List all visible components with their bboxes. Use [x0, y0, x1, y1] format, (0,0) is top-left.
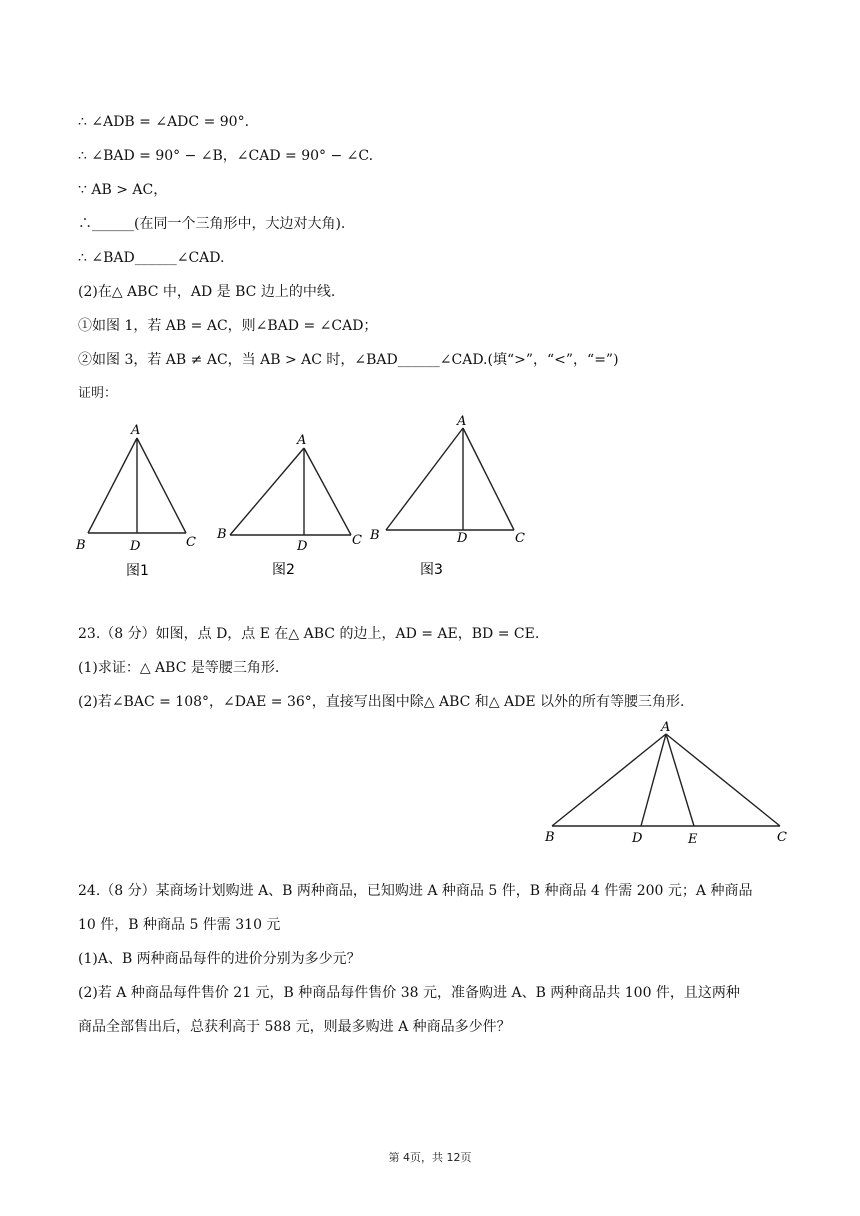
- line-4: ∴______(在同一个三角形中，大边对大角).: [78, 216, 346, 232]
- q24-part1: (1)A、B 两种商品每件的进价分别为多少元？: [78, 951, 361, 967]
- q24-part2b: 商品全部售出后，总获利高于 588 元，则最多购进 A 种商品多少件？: [78, 1019, 511, 1035]
- label-A: A: [661, 720, 671, 735]
- line-5: ∴ ∠BAD______∠CAD.: [78, 250, 225, 266]
- page-footer: 第 4页，共 12页: [388, 1151, 472, 1164]
- q23-part2: (2)若∠BAC = 108°，∠DAE = 36°，直接写出图中除△ ABC 和△ ADE 以外的所有等腰三角形.: [78, 694, 685, 710]
- line-7: ①如图 1，若 AB = AC，则∠BAD = ∠CAD；: [78, 318, 378, 334]
- label-C: C: [515, 531, 525, 546]
- label-A: A: [297, 433, 307, 448]
- q23-part1: (1)求证：△ ABC 是等腰三角形.: [78, 660, 280, 676]
- label-A: A: [457, 414, 467, 429]
- figure-1: [70, 420, 210, 589]
- label-A: A: [131, 423, 141, 438]
- label-D: D: [130, 539, 141, 554]
- line-3: ∵ AB > AC，: [78, 182, 168, 198]
- figure-2-diagram: [215, 420, 375, 585]
- figure-1-caption: 图1: [126, 563, 149, 579]
- label-E: E: [688, 832, 698, 847]
- q24-line1: 24.（8 分）某商场计划购进 A、B 两种商品，已知购进 A 种商品 5 件，B 种商品 4 件需 200 元；A 种商品: [78, 883, 753, 899]
- q23-figure: [540, 718, 800, 852]
- label-D: D: [297, 539, 308, 554]
- q24-part2a: (2)若 A 种商品每件售价 21 元，B 种商品每件售价 38 元，准备购进 A、B 两种商品共 100 件，且这两种: [78, 985, 740, 1001]
- figure-1-diagram: [70, 420, 210, 585]
- line-2: ∴ ∠BAD = 90° − ∠B，∠CAD = 90° − ∠C.: [78, 148, 374, 164]
- figure-2-caption: 图2: [272, 562, 295, 578]
- line-8: ②如图 3，若 AB ≠ AC，当 AB > AC 时，∠BAD______∠CAD.(填“>”，“<”，“=”): [78, 352, 619, 368]
- label-B: B: [545, 830, 555, 845]
- q23-title: 23.（8 分）如图，点 D，点 E 在△ ABC 的边上，AD = AE，BD = CE.: [78, 626, 540, 642]
- figure-3-caption: 图3: [420, 562, 443, 578]
- label-D: D: [632, 831, 643, 846]
- label-D: D: [457, 531, 468, 546]
- label-C: C: [186, 535, 196, 550]
- line-1: ∴ ∠ADB = ∠ADC = 90°.: [78, 114, 250, 130]
- figure-3-diagram: [368, 412, 543, 587]
- label-B: B: [76, 538, 86, 553]
- label-C: C: [777, 830, 787, 845]
- figure-2: [215, 420, 375, 589]
- line-6: (2)在△ ABC 中，AD 是 BC 边上的中线.: [78, 284, 336, 300]
- q24-line2: 10 件，B 种商品 5 件需 310 元: [78, 917, 281, 933]
- line-9: 证明：: [78, 386, 118, 401]
- label-C: C: [352, 533, 362, 548]
- label-B: B: [370, 528, 380, 543]
- label-B: B: [217, 527, 227, 542]
- q23-diagram: [540, 718, 800, 848]
- figure-3: [368, 412, 543, 591]
